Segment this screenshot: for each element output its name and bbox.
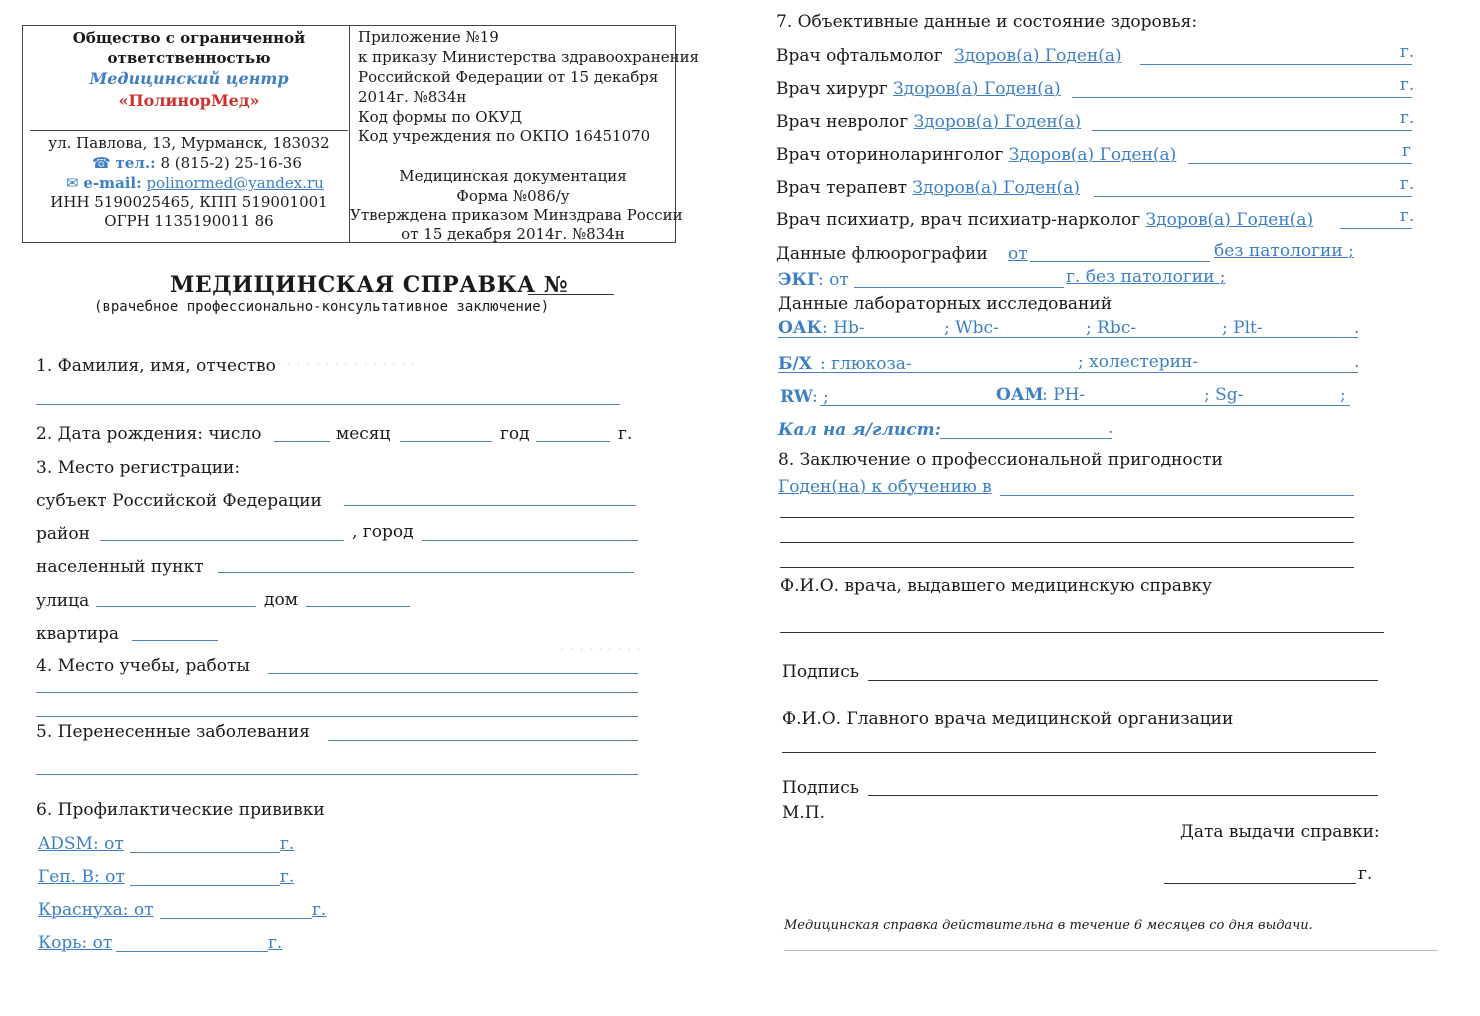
conclusion-value: Годен(на) к обучению в bbox=[778, 477, 992, 497]
order-line1: к приказу Министерства здравоохранения bbox=[358, 48, 700, 66]
oak-plt-label: ; Plt- bbox=[1222, 318, 1263, 338]
section-5-label: 5. Перенесенные заболевания bbox=[36, 722, 310, 742]
doctor-neurologist-row bbox=[776, 112, 1081, 132]
settlement-label: населенный пункт bbox=[36, 557, 204, 577]
doctor-role: Врач терапевт bbox=[776, 178, 908, 198]
doctor-fio-label: Ф.И.О. врача, выдавшего медицинскую справку bbox=[780, 576, 1213, 596]
district-field[interactable] bbox=[100, 540, 344, 541]
annex-number: Приложение №19 bbox=[358, 28, 499, 46]
vaccine-measles-date-field[interactable] bbox=[116, 951, 268, 952]
conclusion-field-4[interactable] bbox=[780, 567, 1354, 568]
chief-fio-field[interactable] bbox=[782, 752, 1376, 753]
birth-year-label: год bbox=[500, 424, 530, 444]
birth-year-field[interactable] bbox=[536, 441, 610, 442]
doctor-unit: г. bbox=[1400, 75, 1415, 95]
doctor-result: Здоров(а) Годен(а) bbox=[893, 79, 1061, 99]
bx-glucose-label: : глюкоза- bbox=[820, 354, 912, 374]
diseases-field-1[interactable] bbox=[328, 740, 638, 741]
doctor-role: Врач хирург bbox=[776, 79, 888, 99]
stool-value-field[interactable] bbox=[940, 438, 1112, 439]
city-label: , город bbox=[352, 522, 414, 542]
org-name-line2: ответственностью bbox=[107, 49, 271, 67]
fluoro-date-field[interactable] bbox=[1030, 261, 1210, 262]
doctor-ent-date-field[interactable] bbox=[1188, 163, 1412, 164]
rw-separator: : ; bbox=[812, 387, 829, 407]
page-title: МЕДИЦИНСКАЯ СПРАВКА № bbox=[170, 272, 569, 298]
stamp-label: М.П. bbox=[782, 803, 826, 823]
birth-day-field[interactable] bbox=[274, 441, 330, 442]
org-ogrn: ОГРН 1135190011 86 bbox=[104, 212, 274, 230]
vaccine-rubella-date-field[interactable] bbox=[160, 918, 312, 919]
approved-line: Утверждена приказом Минздрава России bbox=[350, 206, 683, 224]
work-place-field-3[interactable] bbox=[36, 716, 638, 717]
oak-end: . bbox=[1354, 318, 1360, 338]
bx-cholesterol-label: ; холестерин- bbox=[1078, 352, 1199, 372]
ekg-label: ЭКГ bbox=[778, 270, 819, 290]
doctor-unit: г. bbox=[1400, 174, 1415, 194]
approved-date: от 15 декабря 2014г. №834н bbox=[401, 225, 625, 243]
doctor-therapist-row bbox=[776, 178, 1080, 198]
section-4-label: 4. Место учебы, работы bbox=[36, 656, 250, 676]
conclusion-field-2[interactable] bbox=[780, 517, 1354, 518]
doctor-ent-row bbox=[776, 145, 1176, 165]
certificate-number-field[interactable] bbox=[528, 294, 614, 295]
conclusion-field-1[interactable] bbox=[1000, 495, 1354, 496]
fio-field[interactable] bbox=[36, 404, 620, 405]
oam-ph-label: : PH- bbox=[1042, 385, 1086, 405]
doctor-ophthalmologist-row bbox=[776, 46, 1122, 66]
doctor-ophthalmologist-date-field[interactable] bbox=[1140, 64, 1412, 65]
oak-hb-label: : Hb- bbox=[822, 318, 865, 338]
email-label: e-mail: bbox=[83, 174, 142, 192]
doctor-role: Врач невролог bbox=[776, 112, 909, 132]
validity-footnote: Медицинская справка действительна в течение 6 месяцев со дня выдачи. bbox=[784, 918, 1313, 933]
bx-label: Б/Х bbox=[778, 354, 812, 374]
issue-date-label: Дата выдачи справки: bbox=[1180, 822, 1380, 842]
doctor-unit: г. bbox=[1400, 206, 1415, 226]
fluoro-from: от bbox=[1008, 244, 1028, 264]
doctor-unit: г. bbox=[1400, 108, 1415, 128]
org-email-link[interactable]: polinormed@yandex.ru bbox=[146, 174, 324, 192]
stool-label: Кал на я/глист: bbox=[778, 420, 941, 440]
org-email-row bbox=[66, 173, 324, 193]
org-phone: 8 (815-2) 25-16-36 bbox=[160, 154, 302, 172]
doctor-surgeon-row bbox=[776, 79, 1061, 99]
birth-month-field[interactable] bbox=[400, 441, 492, 442]
doctor-result: Здоров(а) Годен(а) bbox=[913, 112, 1082, 132]
footer-divider bbox=[784, 950, 1438, 951]
oak-rbc-label: ; Rbc- bbox=[1086, 318, 1137, 338]
section-1-label: 1. Фамилия, имя, отчество bbox=[36, 356, 276, 376]
header-left-divider bbox=[30, 130, 348, 131]
oam-end: ; bbox=[1340, 385, 1346, 405]
vaccine-hepb-label: Геп. В: от bbox=[38, 867, 125, 887]
doctor-unit: г bbox=[1402, 141, 1411, 161]
section-8-label: 8. Заключение о профессиональной пригодности bbox=[778, 450, 1223, 470]
vaccine-hepb-unit: г. bbox=[280, 867, 295, 887]
settlement-field[interactable] bbox=[218, 572, 634, 573]
okpo-code: Код учреждения по ОКПО 16451070 bbox=[358, 127, 651, 145]
org-address: ул. Павлова, 13, Мурманск, 183032 bbox=[48, 134, 330, 152]
work-place-field-2[interactable] bbox=[36, 692, 638, 693]
org-phone-row bbox=[92, 153, 302, 173]
section-3-label: 3. Место регистрации: bbox=[36, 458, 241, 478]
house-field[interactable] bbox=[306, 606, 410, 607]
signature-1-field[interactable] bbox=[868, 680, 1378, 681]
doctor-fio-field[interactable] bbox=[780, 632, 1384, 633]
doctor-role: Врач психиатр, врач психиатр-нарколог bbox=[776, 210, 1141, 230]
ekg-from: : от bbox=[818, 270, 849, 290]
ekg-date-field[interactable] bbox=[854, 287, 1064, 288]
ekg-result: г. без патологии ; bbox=[1066, 267, 1226, 287]
signature-2-field[interactable] bbox=[868, 795, 1378, 796]
fluoro-result: без патологии ; bbox=[1214, 241, 1354, 261]
order-line3: 2014г. №834н bbox=[358, 88, 467, 106]
house-label: дом bbox=[264, 590, 298, 610]
phone-icon: ☎ bbox=[92, 154, 111, 172]
org-name-line1: Общество с ограниченной bbox=[72, 29, 306, 47]
signature-1-label: Подпись bbox=[782, 662, 859, 682]
fluoro-label: Данные флюорографии bbox=[776, 244, 988, 264]
doctor-role: Врач офтальмолог bbox=[776, 46, 943, 66]
doctor-unit: г. bbox=[1400, 42, 1415, 62]
vaccine-adsm-unit: г. bbox=[280, 834, 295, 854]
doctor-result: Здоров(а) Годен(а) bbox=[954, 46, 1122, 66]
vaccine-adsm-date-field[interactable] bbox=[130, 852, 280, 853]
phone-label: тел.: bbox=[115, 154, 156, 172]
order-line2: Российской Федерации от 15 декабря bbox=[358, 68, 659, 86]
doctor-psychiatrist-date-field[interactable] bbox=[1340, 228, 1412, 229]
doctor-therapist-date-field[interactable] bbox=[1094, 196, 1412, 197]
doctor-result: Здоров(а) Годен(а) bbox=[912, 178, 1080, 198]
mail-icon: ✉ bbox=[66, 174, 79, 192]
street-label: улица bbox=[36, 591, 90, 611]
chief-fio-label: Ф.И.О. Главного врача медицинской организации bbox=[782, 709, 1234, 729]
vaccine-adsm-label: ADSM: от bbox=[38, 834, 124, 854]
form-number: Форма №086/у bbox=[456, 187, 570, 205]
oam-label: ОАМ bbox=[996, 385, 1044, 405]
stool-end: . bbox=[1108, 418, 1114, 438]
diseases-field-2[interactable] bbox=[36, 774, 638, 775]
org-inn-kpp: ИНН 5190025465, КПП 519001001 bbox=[50, 193, 328, 211]
issue-date-field[interactable] bbox=[1164, 883, 1356, 884]
oak-wbc-label: ; Wbc- bbox=[944, 318, 999, 338]
bx-end: . bbox=[1354, 352, 1360, 372]
subject-label: субъект Российской Федерации bbox=[36, 491, 322, 511]
vaccine-hepb-date-field[interactable] bbox=[130, 885, 280, 886]
doctor-result: Здоров(а) Годен(а) bbox=[1145, 210, 1314, 230]
district-label: район bbox=[36, 524, 90, 544]
doc-label: Медицинская документация bbox=[399, 167, 627, 185]
org-name-line3: Медицинский центр bbox=[89, 69, 289, 88]
subject-field[interactable] bbox=[344, 505, 636, 506]
birth-month-label: месяц bbox=[336, 424, 391, 444]
oak-value-field[interactable] bbox=[778, 337, 1358, 338]
rw-oam-value-field[interactable] bbox=[820, 405, 1350, 406]
section-2-label: 2. Дата рождения: число bbox=[36, 424, 262, 444]
conclusion-field-3[interactable] bbox=[780, 542, 1354, 543]
doctor-psychiatrist-row bbox=[776, 210, 1313, 230]
page-subtitle: (врачебное профессионально-консультативное заключение) bbox=[94, 299, 550, 315]
apartment-field[interactable] bbox=[132, 640, 218, 641]
doctor-neurologist-date-field[interactable] bbox=[1092, 130, 1412, 131]
oam-sg-label: ; Sg- bbox=[1204, 385, 1244, 405]
section-7-label: 7. Объективные данные и состояние здоровья: bbox=[776, 12, 1198, 32]
doctor-role: Врач оториноларинголог bbox=[776, 145, 1004, 165]
bleed-through-text: · · · · · · · · · · · · · · · · · · · · · bbox=[220, 355, 416, 373]
birth-year-unit: г. bbox=[618, 424, 633, 444]
section-6-label: 6. Профилактические прививки bbox=[36, 800, 325, 820]
vaccine-rubella-unit: г. bbox=[312, 900, 327, 920]
vaccine-measles-unit: г. bbox=[268, 933, 283, 953]
issue-date-unit: г. bbox=[1358, 864, 1373, 884]
lab-label: Данные лабораторных исследований bbox=[778, 294, 1113, 314]
vaccine-rubella-label: Краснуха: от bbox=[38, 900, 154, 920]
work-place-field-1[interactable] bbox=[268, 673, 638, 674]
street-field[interactable] bbox=[96, 606, 256, 607]
bleed-through-text: · · · · · · · · · bbox=[560, 640, 642, 658]
org-name-line4: «ПолинорМед» bbox=[118, 91, 260, 110]
city-field[interactable] bbox=[422, 540, 638, 541]
doctor-result: Здоров(а) Годен(а) bbox=[1008, 145, 1177, 165]
doctor-surgeon-date-field[interactable] bbox=[1072, 97, 1412, 98]
rw-label: RW bbox=[780, 387, 813, 407]
apartment-label: квартира bbox=[36, 624, 119, 644]
oak-label: ОАК bbox=[778, 318, 823, 338]
vaccine-measles-label: Корь: от bbox=[38, 933, 113, 953]
bx-value-field[interactable] bbox=[778, 372, 1358, 373]
signature-2-label: Подпись bbox=[782, 778, 859, 798]
okud-code: Код формы по ОКУД bbox=[358, 108, 523, 126]
